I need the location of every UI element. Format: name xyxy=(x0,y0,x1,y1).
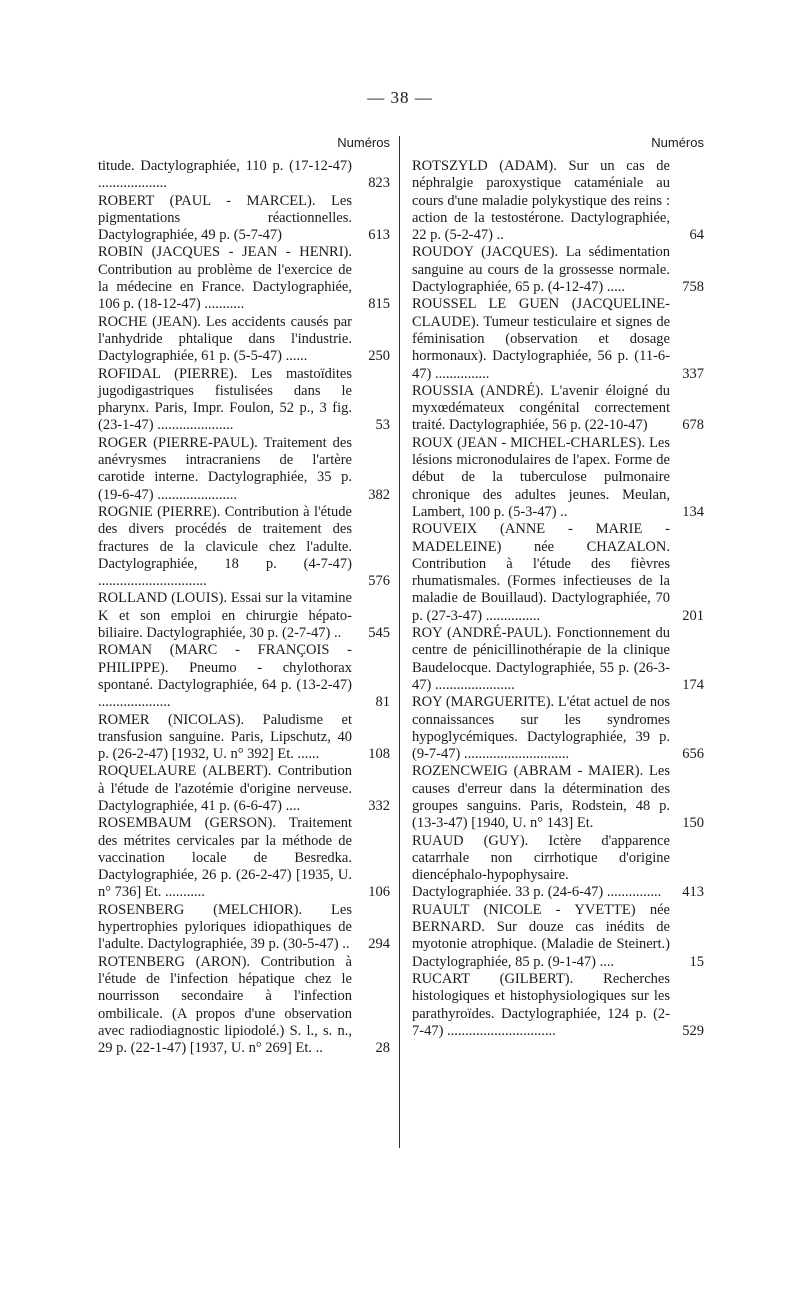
entry-text: ROMAN (MARC - FRANÇOIS - PHILIPPE). Pneumo - chylothorax spontané. Dactylographiée, 64 p. (13-2-47) .................... xyxy=(98,642,352,711)
entry-text: ROTENBERG (ARON). Contribution à l'étude de l'infection hépatique chez le nourrisson secondaire à l'infection ombilicale. (A propos d'une observation avec radiodiagnostic lipiodolé.) S. l., s. n., 29 p. (22-1-47) [1937, U. n° 269] Et. .. xyxy=(98,953,352,1057)
index-entry xyxy=(98,642,390,711)
index-entry xyxy=(412,158,704,244)
entry-text: ROUVEIX (ANNE - MARIE - MADELEINE) née CHAZALON. Contribution à l'étude des fièvres rhumatismales. (Formes infectieuses de la maladie de Bouillaud). Dactylographiée, 70 p. (27-3-47) ............... xyxy=(412,521,670,624)
index-entry xyxy=(98,435,390,504)
entry-number: 413 xyxy=(682,884,704,901)
index-entry xyxy=(98,244,390,313)
index-entry xyxy=(98,712,390,764)
entry-number: 815 xyxy=(368,296,390,313)
entry-number: 106 xyxy=(368,884,390,901)
entry-text: ROSEMBAUM (GERSON). Traitement des métrites cervicales par la méthode de vaccination locale de Besredka. Dactylographiée, 26 p. (26-2-47) [1935, U. n° 736] Et. ........... xyxy=(98,815,352,901)
entry-text: ROTSZYLD (ADAM). Sur un cas de néphralgie paroxystique cataméniale au cours d'une maladie polykystique des reins : action de la testostérone. Dactylographiée, 22 p. (5-2-47) .. xyxy=(412,158,670,244)
index-entry xyxy=(98,504,390,590)
entry-text: titude. Dactylographiée, 110 p. (17-12-47) ................... xyxy=(98,158,352,192)
entry-text: ROBIN (JACQUES - JEAN - HENRI). Contribution au problème de l'exercice de la médecine en France. Dactylographiée, 106 p. (18-12-47) ........... xyxy=(98,244,352,313)
right-column-header: Numéros xyxy=(651,135,704,150)
entry-number: 108 xyxy=(368,746,390,763)
entry-number: 53 xyxy=(375,417,390,434)
index-entry xyxy=(98,590,390,642)
index-entry xyxy=(98,193,390,245)
entry-text: ROFIDAL (PIERRE). Les mastoïdites jugodigastriques fistulisées dans le pharynx. Paris, Impr. Foulon, 52 p., 3 fig. (23-1-47) ..................... xyxy=(98,365,352,434)
entry-number: 150 xyxy=(682,815,704,832)
entry-number: 529 xyxy=(682,1022,704,1039)
entry-text: ROGNIE (PIERRE). Contribution à l'étude des divers procédés de traitement des fractures de la clavicule chez l'adulte. Dactylographiée, 18 p. (4-7-47) .............................. xyxy=(98,503,352,590)
entry-number: 81 xyxy=(375,694,390,711)
entry-number: 332 xyxy=(368,797,390,814)
entry-number: 294 xyxy=(368,936,390,953)
entry-number: 656 xyxy=(682,746,704,763)
right-column xyxy=(412,136,704,1040)
entry-number: 758 xyxy=(682,279,704,296)
index-entry xyxy=(98,815,390,901)
index-entry xyxy=(412,244,704,296)
entry-number: 28 xyxy=(375,1040,390,1057)
index-entry xyxy=(98,763,390,815)
entry-text: ROY (ANDRÉ-PAUL). Fonctionnement du centre de pénicillinothérapie de la clinique Baudelocque. Dactylographiée, 55 p. (26-3-47) ...................... xyxy=(412,625,670,693)
index-entry xyxy=(412,383,704,435)
page-number: — 38 — xyxy=(367,88,433,107)
entry-text: ROSENBERG (MELCHIOR). Les hypertrophies pyloriques idiopathiques de l'adulte. Dactylographiée, 39 p. (30-5-47) .. xyxy=(98,901,352,953)
index-entry xyxy=(412,763,704,832)
index-entry xyxy=(412,521,704,625)
entry-text: ROUSSIA (ANDRÉ). L'avenir éloigné du myxœdémateux congénital correctement traité. Dactylographiée, 56 p. (22-10-47) xyxy=(412,382,670,434)
index-entry xyxy=(98,314,390,366)
entry-text: ROBERT (PAUL - MARCEL). Les pigmentations réactionnelles. Dactylographiée, 49 p. (5-7-47) xyxy=(98,192,352,244)
entry-number: 174 xyxy=(682,676,704,693)
entry-text: ROLLAND (LOUIS). Essai sur la vitamine K et son emploi en chirurgie hépato-biliaire. Dactylographiée, 30 p. (2-7-47) .. xyxy=(98,590,352,642)
index-entry xyxy=(412,694,704,763)
index-entry xyxy=(412,435,704,521)
entry-number: 382 xyxy=(368,486,390,503)
entry-text: ROY (MARGUERITE). L'état actuel de nos connaissances sur les syndromes hypoglycémiques. Dactylographiée, 39 p. (9-7-47) ............................. xyxy=(412,694,670,763)
index-entry xyxy=(98,954,390,1058)
index-entry xyxy=(412,902,704,971)
entry-text: ROZENCWEIG (ABRAM - MAIER). Les causes d'erreur dans la détermination des groupes sanguins. Paris, Rodstein, 48 p. (13-3-47) [1940, U. n° 143] Et. xyxy=(412,763,670,832)
entry-text: RUAUD (GUY). Ictère d'apparence catarrhale non cirrhotique d'origine diencéphalo-hypophysaire. Dactylographiée. 33 p. (24-6-47) ............... xyxy=(412,832,670,901)
entry-number: 337 xyxy=(682,365,704,382)
right-entry-list xyxy=(412,158,704,1040)
entry-number: 201 xyxy=(682,607,704,624)
entry-number: 678 xyxy=(682,417,704,434)
entry-number: 545 xyxy=(368,625,390,642)
left-column-header: Numéros xyxy=(337,135,390,150)
index-entry xyxy=(98,902,390,954)
entry-text: ROCHE (JEAN). Les accidents causés par l'anhydride phtalique dans l'industrie. Dactylographiée, 61 p. (5-5-47) ...... xyxy=(98,313,352,365)
entry-number: 64 xyxy=(689,227,704,244)
entry-text: ROGER (PIERRE-PAUL). Traitement des anévrysmes intracraniens de l'artère carotide interne. Dactylographiée, 35 p. (19-6-47) ...................... xyxy=(98,434,352,503)
left-entry-list xyxy=(98,158,390,1057)
entry-text: ROMER (NICOLAS). Paludisme et transfusion sanguine. Paris, Lipschutz, 40 p. (26-2-47) [1932, U. n° 392] Et. ...... xyxy=(98,711,352,763)
entry-number: 250 xyxy=(368,348,390,365)
entry-text: ROQUELAURE (ALBERT). Contribution à l'étude de l'azotémie d'origine nerveuse. Dactylographiée, 41 p. (6-6-47) .... xyxy=(98,763,352,814)
index-entry xyxy=(412,971,704,1040)
left-column xyxy=(98,136,390,1057)
entry-number: 15 xyxy=(689,953,704,970)
entry-number: 613 xyxy=(368,227,390,244)
index-entry xyxy=(98,158,390,193)
entry-text: RUAULT (NICOLE - YVETTE) née BERNARD. Sur douze cas inédits de myotonie atrophique. (Maladie de Steinert.) Dactylographiée, 85 p. (9-1-47) .... xyxy=(412,901,670,970)
index-entry xyxy=(412,833,704,902)
index-entry xyxy=(412,296,704,382)
entry-text: ROUX (JEAN - MICHEL-CHARLES). Les lésions micronodulaires de l'apex. Forme de début de la tuberculose pulmonaire chronique des adultes jeunes. Meulan, Lambert, 100 p. (5-3-47) .. xyxy=(412,434,670,520)
entry-number: 823 xyxy=(368,175,390,192)
index-entry xyxy=(412,625,704,694)
entry-text: RUCART (GILBERT). Recherches histologiques et histophysiologiques sur les parathyroïdes. Dactylographiée, 124 p. (2-7-47) .............................. xyxy=(412,970,670,1039)
entry-number: 134 xyxy=(682,503,704,520)
entry-number: 576 xyxy=(368,573,390,590)
column-divider xyxy=(399,136,400,1148)
entry-text: ROUDOY (JACQUES). La sédimentation sanguine au cours de la grossesse normale. Dactylographiée, 65 p. (4-12-47) ..... xyxy=(412,244,670,296)
entry-text: ROUSSEL LE GUEN (JACQUELINE-CLAUDE). Tumeur testiculaire et signes de féminisation (observation et dosage hormonaux). Dactylographiée, 56 p. (11-6-47) ............... xyxy=(412,296,670,382)
index-entry xyxy=(98,366,390,435)
